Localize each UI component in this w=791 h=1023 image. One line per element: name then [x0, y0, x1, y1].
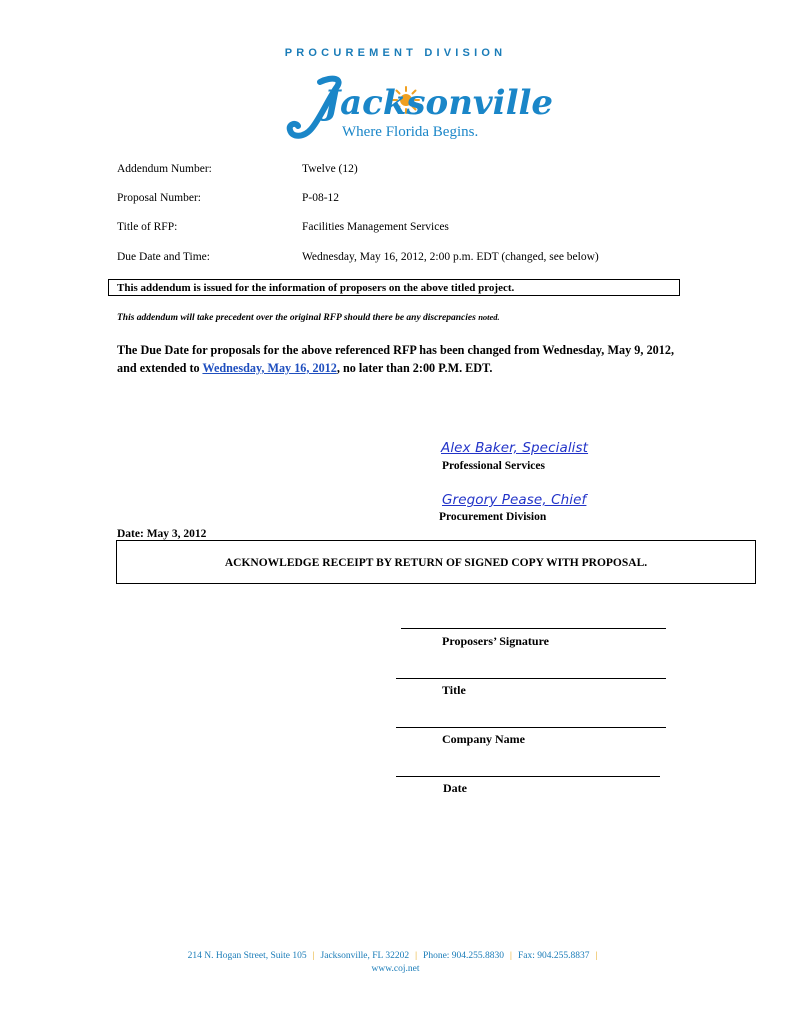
field-value: Facilities Management Services — [302, 221, 449, 233]
logo-tagline: Where Florida Begins. — [342, 124, 479, 140]
field-label: Due Date and Time: — [117, 251, 210, 263]
field-label: Addendum Number: — [117, 163, 212, 175]
due-text-after: , no later than 2:00 P.M. EDT. — [336, 361, 493, 375]
field-label: Title of RFP: — [117, 221, 178, 233]
due-date-link[interactable]: Wednesday, May 16, 2012 — [202, 361, 337, 375]
company-name-line-label: Company Name — [442, 732, 525, 746]
signature-line-label: Proposers’ Signature — [442, 634, 549, 648]
title-line[interactable] — [396, 678, 666, 679]
field-value: Twelve (12) — [302, 163, 358, 175]
company-name-line[interactable] — [396, 727, 666, 728]
jacksonville-logo — [284, 74, 554, 146]
footer-website[interactable]: www.coj.net — [371, 964, 420, 974]
signature-title: Procurement Division — [439, 511, 547, 523]
signature-title: Professional Services — [442, 460, 545, 472]
footer-fax: Fax: 904.255.8837 — [517, 951, 590, 961]
signature-line[interactable] — [401, 628, 666, 629]
footer-contact — [0, 951, 791, 961]
footer-separator: | — [312, 951, 315, 961]
precedent-note — [117, 312, 500, 323]
acknowledge-box — [116, 540, 756, 584]
due-date-paragraph — [117, 341, 674, 377]
issue-date: Date: May 3, 2012 — [117, 528, 207, 540]
footer-separator: | — [510, 951, 512, 961]
date-line-label: Date — [443, 781, 467, 795]
field-value: P-08-12 — [302, 192, 340, 204]
precedent-text: This addendum will take precedent over the original RFP should there be any discrepancies — [117, 313, 476, 323]
date-line[interactable] — [396, 776, 660, 777]
footer-address: 214 N. Hogan Street, Suite 105 — [187, 951, 307, 961]
logo-wordmark: Jacksonville — [324, 83, 554, 123]
field-label: Proposal Number: — [117, 192, 202, 204]
footer-phone: Phone: 904.255.8830 — [423, 951, 505, 961]
signature-gregory-pease: Gregory Pease, Chief — [442, 492, 587, 508]
footer-separator: | — [415, 951, 418, 961]
footer-city: Jacksonville, FL 32202 — [320, 951, 410, 961]
field-value: Wednesday, May 16, 2012, 2:00 p.m. EDT (changed, see below) — [302, 251, 599, 263]
precedent-suffix: noted. — [478, 312, 500, 322]
division-heading: PROCUREMENT DIVISION — [284, 47, 507, 59]
title-line-label: Title — [442, 683, 466, 697]
footer-separator: | — [595, 951, 598, 961]
issued-notice-box: This addendum is issued for the information of proposers on the above titled project. — [108, 279, 680, 296]
jacksonville-logo-graphic — [284, 74, 554, 146]
acknowledge-text: ACKNOWLEDGE RECEIPT BY RETURN OF SIGNED COPY WITH PROPOSAL. — [224, 557, 648, 569]
due-text-before: The Due Date for proposals for the above referenced RFP has been changed from Wednesday, May 9, 2012, and extended to — [117, 343, 674, 375]
signature-alex-baker: Alex Baker, Specialist — [441, 440, 589, 456]
